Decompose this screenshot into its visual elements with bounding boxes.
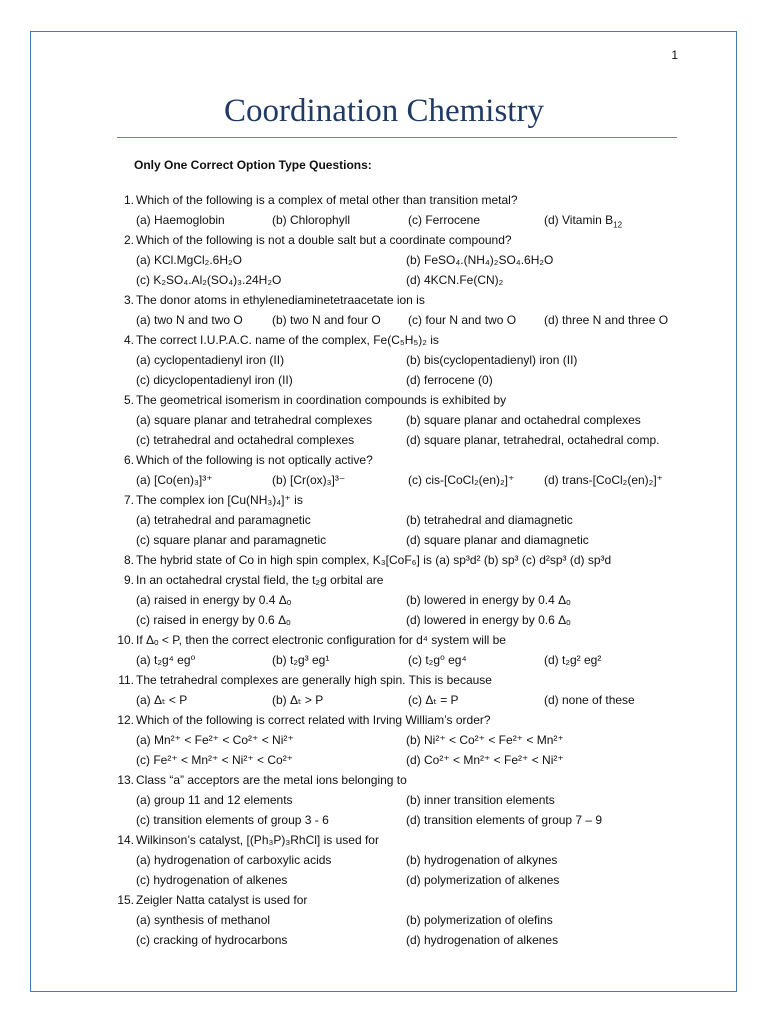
question-line xyxy=(108,450,688,470)
section-heading: Only One Correct Option Type Questions: xyxy=(134,158,372,172)
answer-option: (b) tetrahedral and diamagnetic xyxy=(406,513,573,527)
answer-option: (d) hydrogenation of alkenes xyxy=(406,933,559,947)
answer-option: (d) t₂g² eg² xyxy=(544,653,602,667)
question-number: 11. xyxy=(118,673,134,687)
option-row xyxy=(108,650,688,670)
answer-option: (d) none of these xyxy=(544,693,635,707)
question-text: The tetrahedral complexes are generally high spin. This is because xyxy=(136,673,492,687)
answer-option: (a) group 11 and 12 elements xyxy=(136,793,293,807)
answer-option: (d) square planar, tetrahedral, octahedral comp. xyxy=(406,433,660,447)
answer-option: (c) cis-[CoCl₂(en)₂]⁺ xyxy=(408,473,515,487)
answer-option: (b) inner transition elements xyxy=(406,793,555,807)
question-line xyxy=(108,490,688,510)
question-text: The geometrical isomerism in coordination compounds is exhibited by xyxy=(136,393,507,407)
answer-option: (b) [Cr(ox)₃]³⁻ xyxy=(272,473,346,487)
option-row xyxy=(108,510,688,530)
page-title: Coordination Chemistry xyxy=(224,93,544,129)
answer-option: (b) hydrogenation of alkynes xyxy=(406,853,558,867)
question-line xyxy=(108,290,688,310)
option-row xyxy=(108,470,688,490)
answer-option: (a) synthesis of methanol xyxy=(136,913,271,927)
option-row xyxy=(108,610,688,630)
option-row xyxy=(108,730,688,750)
answer-option: (c) Ferrocene xyxy=(408,213,481,227)
option-row xyxy=(108,810,688,830)
question-number: 10. xyxy=(117,633,134,647)
option-row xyxy=(108,310,688,330)
answer-option: (a) Mn²⁺ < Fe²⁺ < Co²⁺ < Ni²⁺ xyxy=(136,733,294,747)
answer-option: (b) Ni²⁺ < Co²⁺ < Fe²⁺ < Mn²⁺ xyxy=(406,733,564,747)
answer-option: (d) trans-[CoCl₂(en)₂]⁺ xyxy=(544,473,664,487)
answer-option: (b) two N and four O xyxy=(272,313,381,327)
question-number: 5. xyxy=(123,393,134,407)
answer-option: (c) dicyclopentadienyl iron (II) xyxy=(136,373,293,387)
question-line xyxy=(108,570,688,590)
question-text: Which of the following is not a double salt but a coordinate compound? xyxy=(136,233,512,247)
question-line xyxy=(108,630,688,650)
answer-option: (c) hydrogenation of alkenes xyxy=(136,873,288,887)
answer-option: (c) cracking of hydrocarbons xyxy=(136,933,288,947)
option-row xyxy=(108,210,688,230)
question-line xyxy=(108,830,688,850)
answer-option: (a) [Co(en)₃]³⁺ xyxy=(136,473,213,487)
answer-option: (d) 4KCN.Fe(CN)₂ xyxy=(406,273,504,287)
answer-option: (c) raised in energy by 0.6 Δₒ xyxy=(136,613,291,627)
option-row xyxy=(108,590,688,610)
question-text: The donor atoms in ethylenediaminetetraacetate ion is xyxy=(136,293,425,307)
question-number: 4. xyxy=(123,333,134,347)
answer-option: (a) square planar and tetrahedral complexes xyxy=(136,413,373,427)
answer-option: (a) tetrahedral and paramagnetic xyxy=(136,513,311,527)
answer-option: (b) Chlorophyll xyxy=(272,213,351,227)
option-row xyxy=(108,690,688,710)
answer-option: (c) transition elements of group 3 - 6 xyxy=(136,813,329,827)
question-list xyxy=(108,190,688,950)
option-row xyxy=(108,370,688,390)
question-text: If Δₒ < P, then the correct electronic configuration for d⁴ system will be xyxy=(136,633,506,647)
question-line xyxy=(108,890,688,910)
question-text: Which of the following is correct related with Irving William’s order? xyxy=(136,713,491,727)
answer-option: (d) three N and three O xyxy=(544,313,669,327)
option-row xyxy=(108,930,688,950)
answer-option: (c) K₂SO₄.Al₂(SO₄)₃.24H₂O xyxy=(136,273,282,287)
option-row xyxy=(108,870,688,890)
question-line xyxy=(108,670,688,690)
option-row xyxy=(108,850,688,870)
answer-option: (c) Δₜ = P xyxy=(408,693,459,707)
question-number: 7. xyxy=(123,493,134,507)
question-number: 14. xyxy=(117,833,134,847)
question-text: Which of the following is a complex of metal other than transition metal? xyxy=(136,193,518,207)
answer-option: (a) hydrogenation of carboxylic acids xyxy=(136,853,332,867)
answer-option: (d) polymerization of alkenes xyxy=(406,873,560,887)
question-text: In an octahedral crystal field, the t₂g orbital are xyxy=(136,573,384,587)
answer-option: (b) FeSO₄.(NH₄)₂SO₄.6H₂O xyxy=(406,253,554,267)
option-row xyxy=(108,270,688,290)
answer-option: (c) square planar and paramagnetic xyxy=(136,533,327,547)
answer-option: (a) Haemoglobin xyxy=(136,213,225,227)
answer-option: (a) Δₜ < P xyxy=(136,693,188,707)
answer-option: (a) t₂g⁴ eg⁰ xyxy=(136,653,196,667)
option-row xyxy=(108,910,688,930)
answer-option: (a) two N and two O xyxy=(136,313,243,327)
answer-option: (d) lowered in energy by 0.6 Δₒ xyxy=(406,613,571,627)
answer-option: (b) bis(cyclopentadienyl) iron (II) xyxy=(406,353,578,367)
question-text: Class “a” acceptors are the metal ions belonging to xyxy=(136,773,407,787)
answer-option: (b) polymerization of olefins xyxy=(406,913,553,927)
question-number: 13. xyxy=(117,773,134,787)
question-line xyxy=(108,710,688,730)
question-line xyxy=(108,770,688,790)
title-divider xyxy=(117,137,677,138)
question-line xyxy=(108,330,688,350)
answer-option: (c) four N and two O xyxy=(408,313,517,327)
question-line xyxy=(108,550,688,570)
question-number: 9. xyxy=(123,573,134,587)
question-number: 2. xyxy=(123,233,134,247)
answer-option: (d) Vitamin $B_{12}$ xyxy=(544,213,623,230)
answer-option: (c) tetrahedral and octahedral complexes xyxy=(136,433,355,447)
question-line xyxy=(108,230,688,250)
answer-option: (a) raised in energy by 0.4 Δₒ xyxy=(136,593,292,607)
answer-option: (a) KCl.MgCl₂.6H₂O xyxy=(136,253,242,267)
answer-option: (c) t₂g⁰ eg⁴ xyxy=(408,653,467,667)
question-number: 6. xyxy=(123,453,134,467)
question-text: The correct I.U.P.A.C. name of the complex, Fe(C₅H₅)₂ is xyxy=(136,333,439,347)
answer-option: (a) cyclopentadienyl iron (II) xyxy=(136,353,285,367)
option-row xyxy=(108,790,688,810)
answer-option: (c) Fe²⁺ < Mn²⁺ < Ni²⁺ < Co²⁺ xyxy=(136,753,294,767)
answer-option: (b) Δₜ > P xyxy=(272,693,324,707)
question-text: The hybrid state of Co in high spin complex, K₃[CoF₆] is (a) sp³d² (b) sp³ (c) d²sp³ (d) sp³d xyxy=(136,553,612,567)
option-row xyxy=(108,250,688,270)
option-row xyxy=(108,750,688,770)
question-line xyxy=(108,190,688,210)
question-line xyxy=(108,390,688,410)
question-number: 12. xyxy=(117,713,134,727)
question-text: The complex ion [Cu(NH₃)₄]⁺ is xyxy=(136,493,303,507)
option-row xyxy=(108,410,688,430)
question-number: 3. xyxy=(123,293,134,307)
option-row xyxy=(108,350,688,370)
answer-option: (d) square planar and diamagnetic xyxy=(406,533,589,547)
answer-option: (d) ferrocene (0) xyxy=(406,373,493,387)
answer-option: (d) Co²⁺ < Mn²⁺ < Fe²⁺ < Ni²⁺ xyxy=(406,753,564,767)
option-row xyxy=(108,430,688,450)
answer-option: (b) lowered in energy by 0.4 Δₒ xyxy=(406,593,571,607)
page-number: 1 xyxy=(671,48,678,62)
question-number: 8. xyxy=(123,553,134,567)
answer-option: (b) t₂g³ eg¹ xyxy=(272,653,330,667)
question-text: Wilkinson’s catalyst, [(Ph₃P)₃RhCl] is used for xyxy=(136,833,379,847)
question-number: 15. xyxy=(117,893,134,907)
option-row xyxy=(108,530,688,550)
question-number: 1. xyxy=(123,193,134,207)
question-text: Zeigler Natta catalyst is used for xyxy=(136,893,308,907)
question-text: Which of the following is not optically active? xyxy=(136,453,373,467)
answer-option: (d) transition elements of group 7 – 9 xyxy=(406,813,603,827)
answer-option: (b) square planar and octahedral complexes xyxy=(406,413,641,427)
